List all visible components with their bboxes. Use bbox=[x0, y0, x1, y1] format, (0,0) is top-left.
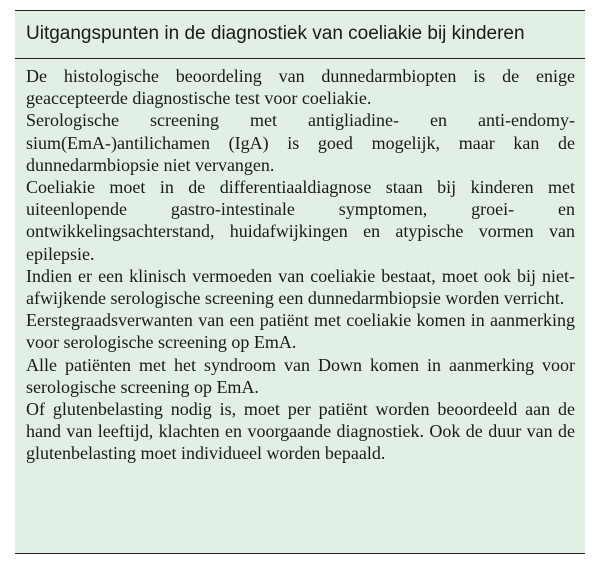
paragraph-gluten-challenge: Of glutenbelasting nodig is, moet per patiënt worden beoordeeld aan de hand van leeftijd, klachten en voorgaande diagnostiek. Ook de duur van de glutenbelasting moet individueel worden bepaald. bbox=[26, 399, 575, 464]
paragraph-histology: De histologische beoordeling van dunnedarmbiopten is de enige geaccepteerde diagnostische test voor coeliakie. bbox=[26, 66, 575, 109]
paragraph-serology: Serologische screening met antigliadine- en anti-endomysium(EmA-)antilichamen (IgA) is goed mogelijk, maar kan de dunnedarmbiopsie niet vervangen. bbox=[26, 110, 575, 175]
guidelines-box bbox=[15, 10, 585, 554]
box-content bbox=[26, 65, 575, 465]
box-title: Uitgangspunten in de diagnostiek van coeliakie bij kinderen bbox=[26, 23, 525, 44]
paragraph-down-syndrome: Alle patiënten met het syndroom van Down komen in aanmerking voor serologische screening op EmA. bbox=[26, 354, 575, 397]
paragraph-differential-diagnosis: Coeliakie moet in de differentiaaldiagnose staan bij kinderen met uiteenlopende gastro-intestinale symptomen, groei- en ontwikkelingsachterstand, huidafwijkingen en atypische vormen van epilepsie. bbox=[26, 177, 575, 264]
paragraph-clinical-suspicion: Indien er een klinisch vermoeden van coeliakie bestaat, moet ook bij niet-afwijkende serologische screening een dunnedarmbiopsie worden verricht. bbox=[26, 265, 575, 309]
paragraph-first-degree-relatives: Eerstegraadsverwanten van een patiënt met coeliakie komen in aanmerking voor serologische screening op EmA. bbox=[26, 310, 575, 353]
title-divider bbox=[15, 58, 585, 59]
